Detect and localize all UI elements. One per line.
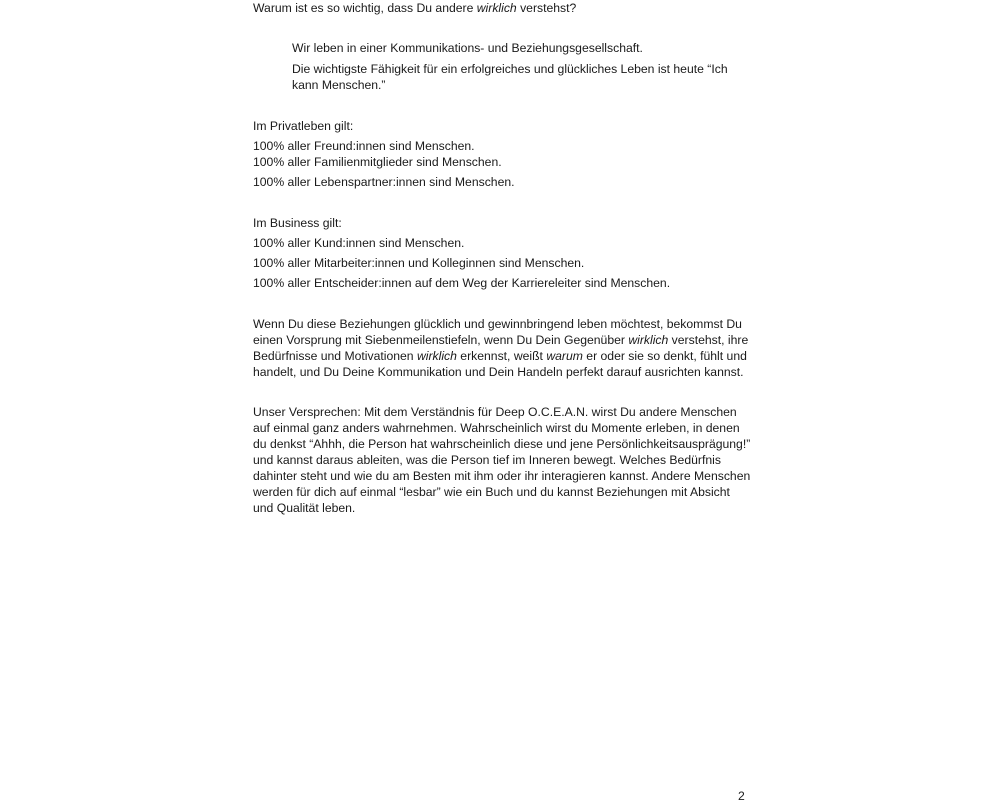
- paragraph-line: und kannst daraus ableiten, was die Person tief im Inneren bewegt. Welches Bedürfnis: [253, 453, 721, 467]
- page-number: 2: [738, 789, 745, 803]
- text-run: erkennst, weißt: [456, 349, 547, 363]
- text-run: verstehst, ihre: [668, 333, 749, 347]
- text-run: er oder sie so denkt, fühlt und: [582, 349, 747, 363]
- private-item: 100% aller Familienmitglieder sind Menschen.: [253, 155, 502, 169]
- emphasis: wirklich: [628, 333, 669, 347]
- emphasis: wirklich: [416, 349, 457, 363]
- heading-text: Warum ist es so wichtig, dass Du andere: [253, 1, 477, 15]
- paragraph-line: und Qualität leben.: [253, 501, 356, 515]
- heading-text-end: verstehst?: [516, 1, 577, 15]
- paragraph-line: werden für dich auf einmal “lesbar” wie ein Buch und du kannst Beziehungen mit Absicht: [253, 485, 730, 499]
- paragraph-line: Unser Versprechen: Mit dem Verständnis für Deep O.C.E.A.N. wirst Du andere Menschen: [253, 405, 737, 419]
- business-item: 100% aller Kund:innen sind Menschen.: [253, 236, 465, 250]
- quote-line: kann Menschen.”: [292, 78, 386, 92]
- paragraph-line: auf einmal ganz anders wahrnehmen. Wahrscheinlich wirst du Momente erleben, in denen: [253, 421, 740, 435]
- business-item: 100% aller Entscheider:innen auf dem Weg der Karriereleiter sind Menschen.: [253, 276, 671, 290]
- private-item: 100% aller Freund:innen sind Menschen.: [253, 139, 475, 153]
- paragraph-line: dahinter steht und wie du am Besten mit ihm oder ihr interagieren kannst. Andere Menschen: [253, 469, 751, 483]
- paragraph-line: handelt, und Du Deine Kommunikation und Dein Handeln perfekt darauf ausrichten kannst.: [253, 365, 744, 379]
- paragraph-line: du denkst “Ahhh, die Person hat wahrscheinlich diese und jene Persönlichkeitsausprägung!”: [253, 437, 751, 451]
- text-run: einen Vorsprung mit Siebenmeilenstiefeln, wenn Du Dein Gegenüber: [253, 333, 629, 347]
- heading-emphasis: wirklich: [476, 1, 517, 15]
- paragraph-line: [253, 348, 747, 364]
- emphasis: warum: [546, 349, 583, 363]
- quote-line: Die wichtigste Fähigkeit für ein erfolgreiches und glückliches Leben ist heute “Ich: [292, 62, 728, 76]
- paragraph-line: Wenn Du diese Beziehungen glücklich und gewinnbringend leben möchtest, bekommst Du: [253, 317, 742, 331]
- paragraph-line: [253, 332, 748, 348]
- business-item: 100% aller Mitarbeiter:innen und Kolleginnen sind Menschen.: [253, 256, 585, 270]
- business-label: Im Business gilt:: [253, 216, 342, 230]
- private-item: 100% aller Lebenspartner:innen sind Menschen.: [253, 175, 515, 189]
- text-run: Bedürfnisse und Motivationen: [253, 349, 417, 363]
- section-heading: [253, 0, 576, 16]
- quote-line: Wir leben in einer Kommunikations- und Beziehungsgesellschaft.: [292, 41, 643, 55]
- private-label: Im Privatleben gilt:: [253, 119, 354, 133]
